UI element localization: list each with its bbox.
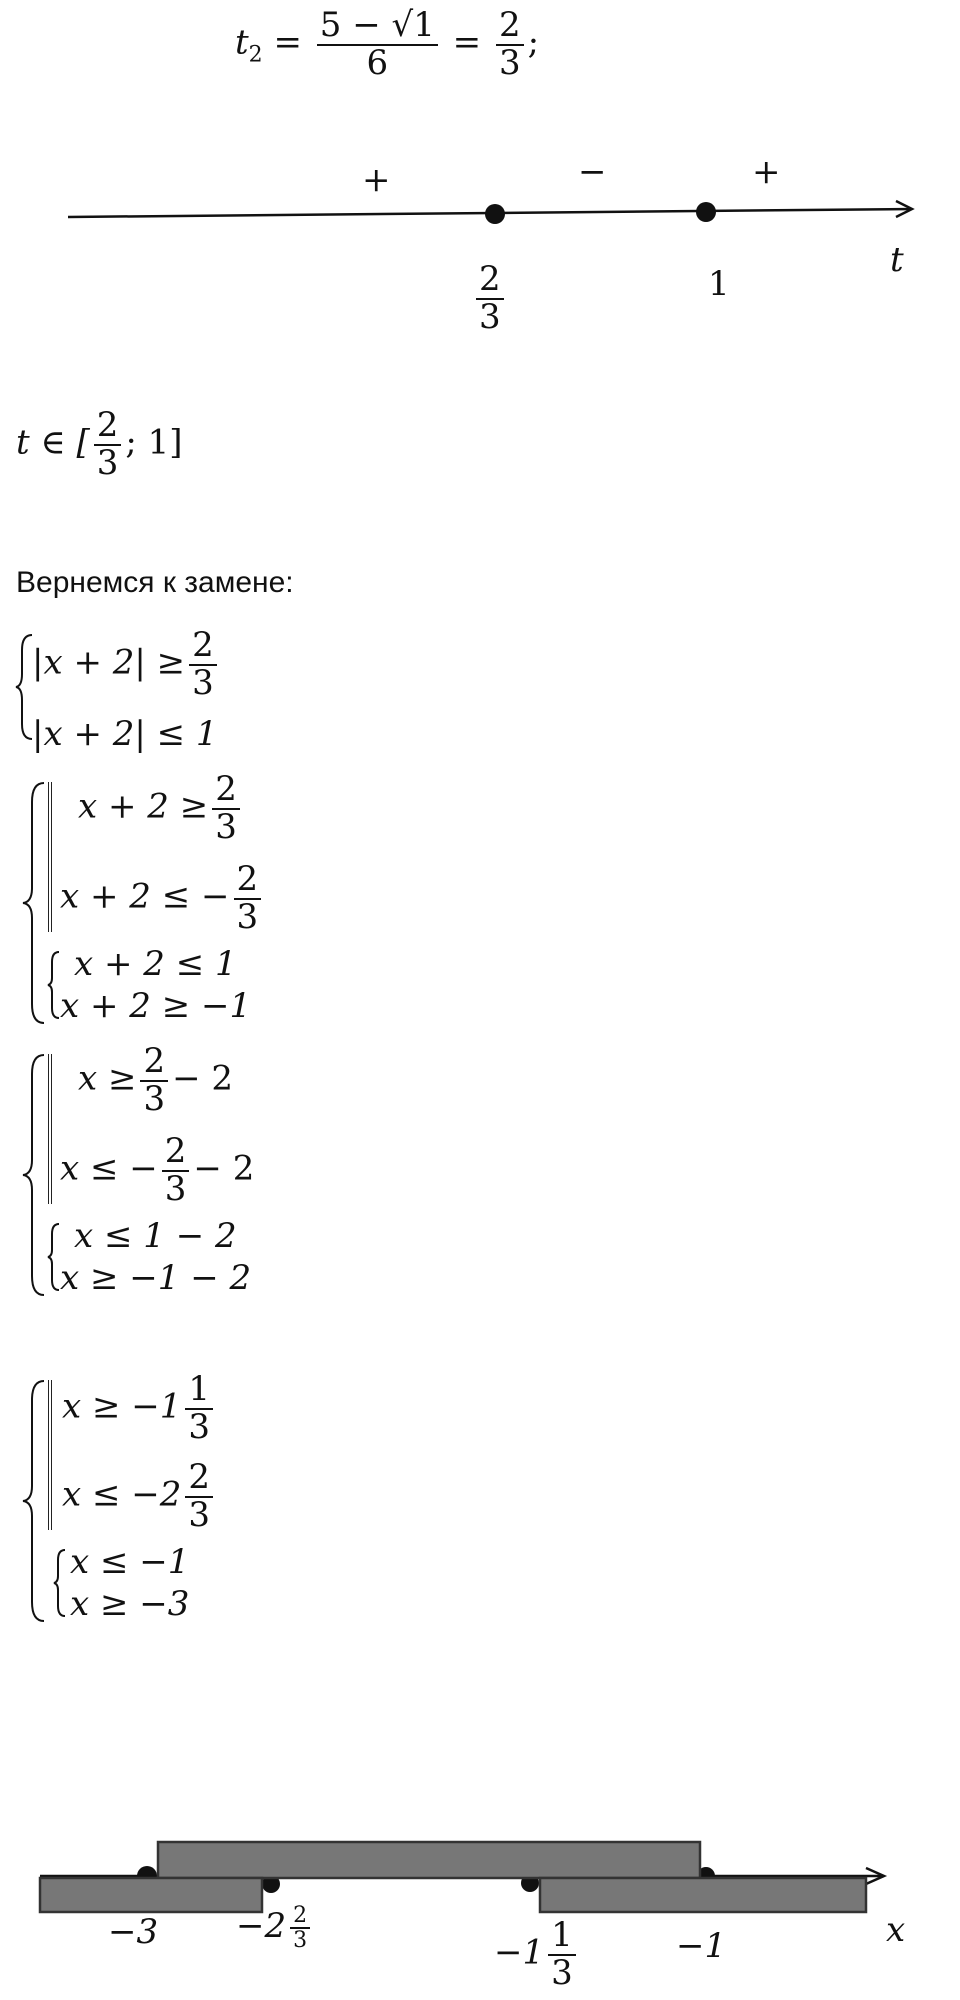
sys4-c: x ≤ −1 (70, 1542, 190, 1582)
x-axis-variable: x (886, 1910, 906, 1950)
sys3-a-pre: x ≥ (78, 1058, 137, 1099)
sys2-b-pre: x + 2 ≤ − (60, 876, 230, 917)
sys2-d: x + 2 ≥ −1 (60, 986, 252, 1026)
two-thirds-numerator: 2 (476, 262, 504, 300)
t2-fraction (317, 5, 438, 83)
x-label-minus-2-numerator: 2 (290, 1904, 310, 1929)
sys3-a-numerator: 2 (140, 1044, 168, 1082)
eq-sign: = (273, 22, 302, 63)
t-subscript: 2 (248, 42, 263, 68)
sys4-inner-brace (52, 1548, 68, 1618)
sys4-b (62, 1457, 217, 1535)
sys3-a (78, 1041, 234, 1119)
sys2-a-pre: x + 2 ≥ (78, 786, 209, 827)
t2-equation (235, 5, 540, 83)
t2-result-numerator: 2 (496, 8, 524, 46)
two-thirds-frac (476, 259, 504, 337)
sys1-numerator: 2 (189, 628, 217, 666)
x-label-minus-1-1-3 (494, 1915, 580, 1993)
sys3-b-post: − 2 (193, 1148, 255, 1189)
t-point-label-two-thirds (472, 259, 508, 337)
x-label-minus-2-frac (290, 1904, 310, 1952)
t2-denominator: 6 (366, 42, 389, 83)
t-point-two-thirds (485, 204, 505, 224)
sys2-a-denominator: 3 (215, 806, 237, 847)
sign-plus-right: + (752, 152, 781, 192)
sys1-line2: |x + 2| ≤ 1 (32, 714, 218, 754)
sys4-a-numerator: 1 (185, 1372, 213, 1410)
t-axis-variable: t (890, 240, 904, 280)
sys1-frac (189, 625, 217, 703)
sys4-b-denominator: 3 (188, 1494, 211, 1535)
sys3-b (60, 1131, 255, 1209)
x-label-minus-1: −1 (676, 1926, 727, 1966)
sys3-b-frac (162, 1131, 190, 1209)
sys3-outer-brace (20, 1052, 48, 1298)
sys4-b-numerator: 2 (185, 1460, 213, 1498)
x-shade-bar-top (158, 1842, 700, 1878)
sys4-a-denominator: 3 (188, 1406, 211, 1447)
sys4-d: x ≥ −3 (70, 1584, 190, 1624)
sys2-square-bracket (48, 782, 52, 932)
semicolon: ; (527, 22, 540, 63)
x-shade-bar-right (540, 1878, 866, 1912)
sys2-c: x + 2 ≤ 1 (74, 944, 237, 984)
x-label-minus-1-denominator: 3 (551, 1952, 573, 1993)
sys1-line1 (32, 625, 221, 703)
t-interval-prefix: t ∈ [ (16, 422, 90, 463)
sys3-b-pre: x ≤ − (60, 1148, 158, 1189)
sys3-b-denominator: 3 (164, 1168, 187, 1209)
sys2-b-frac (234, 859, 262, 937)
x-label-minus-1-frac (548, 1915, 576, 1993)
sys3-b-numerator: 2 (162, 1134, 190, 1172)
sys3-square-bracket (48, 1054, 52, 1204)
t-interval-suffix: ; 1] (125, 422, 183, 463)
x-label-minus-1-whole: −1 (494, 1932, 545, 1973)
sys2-a-frac (212, 769, 240, 847)
sys2-b-denominator: 3 (236, 896, 259, 937)
t-symbol: t (235, 22, 249, 63)
sys4-b-frac (185, 1457, 213, 1535)
t-interval-numerator: 2 (94, 408, 122, 446)
t-interval-frac (94, 405, 122, 483)
sys2-b-numerator: 2 (234, 862, 262, 900)
x-label-minus-2-2-3 (236, 1904, 314, 1952)
sys3-d: x ≥ −1 − 2 (60, 1258, 252, 1298)
sys3-a-frac (140, 1041, 168, 1119)
x-number-line (0, 1820, 960, 1920)
x-shade-bar-left (40, 1878, 262, 1912)
x-label-minus-2-whole: −2 (236, 1906, 287, 1947)
sys3-a-denominator: 3 (143, 1078, 166, 1119)
t2-result-denominator: 3 (498, 42, 521, 83)
sys2-a (78, 769, 244, 847)
t-point-one (696, 202, 716, 222)
sys2-a-numerator: 2 (212, 772, 240, 810)
x-label-minus-1-numerator: 1 (548, 1918, 576, 1956)
sys4-outer-brace (20, 1378, 48, 1624)
two-thirds-denominator: 3 (479, 296, 501, 337)
eq-sign-2: = (452, 22, 482, 63)
t-interval (16, 405, 183, 483)
t-point-label-one: 1 (708, 264, 730, 304)
sys2-b (60, 859, 265, 937)
sys1-denominator: 3 (192, 662, 214, 703)
sign-minus-middle: − (578, 152, 607, 192)
x-label-minus-3: −3 (108, 1912, 159, 1952)
return-to-substitution-text: Вернемся к замене: (16, 566, 294, 599)
sign-plus-left: + (362, 160, 391, 200)
t-interval-denominator: 3 (96, 442, 119, 483)
sys4-a-frac (185, 1369, 213, 1447)
sys4-a (62, 1369, 217, 1447)
x-label-minus-2-denominator: 3 (293, 1928, 308, 1954)
t2-result (496, 5, 524, 83)
sys1-line1-pre: |x + 2| ≥ (32, 642, 186, 683)
sys3-a-post: − 2 (172, 1058, 234, 1099)
sys3-c: x ≤ 1 − 2 (74, 1216, 237, 1256)
sys2-outer-brace (20, 780, 48, 1026)
sys4-a-pre: x ≥ −1 (62, 1386, 182, 1427)
sys4-square-bracket (48, 1380, 52, 1530)
t2-numerator: 5 − √1 (317, 8, 438, 46)
sys4-b-pre: x ≤ −2 (62, 1474, 182, 1515)
